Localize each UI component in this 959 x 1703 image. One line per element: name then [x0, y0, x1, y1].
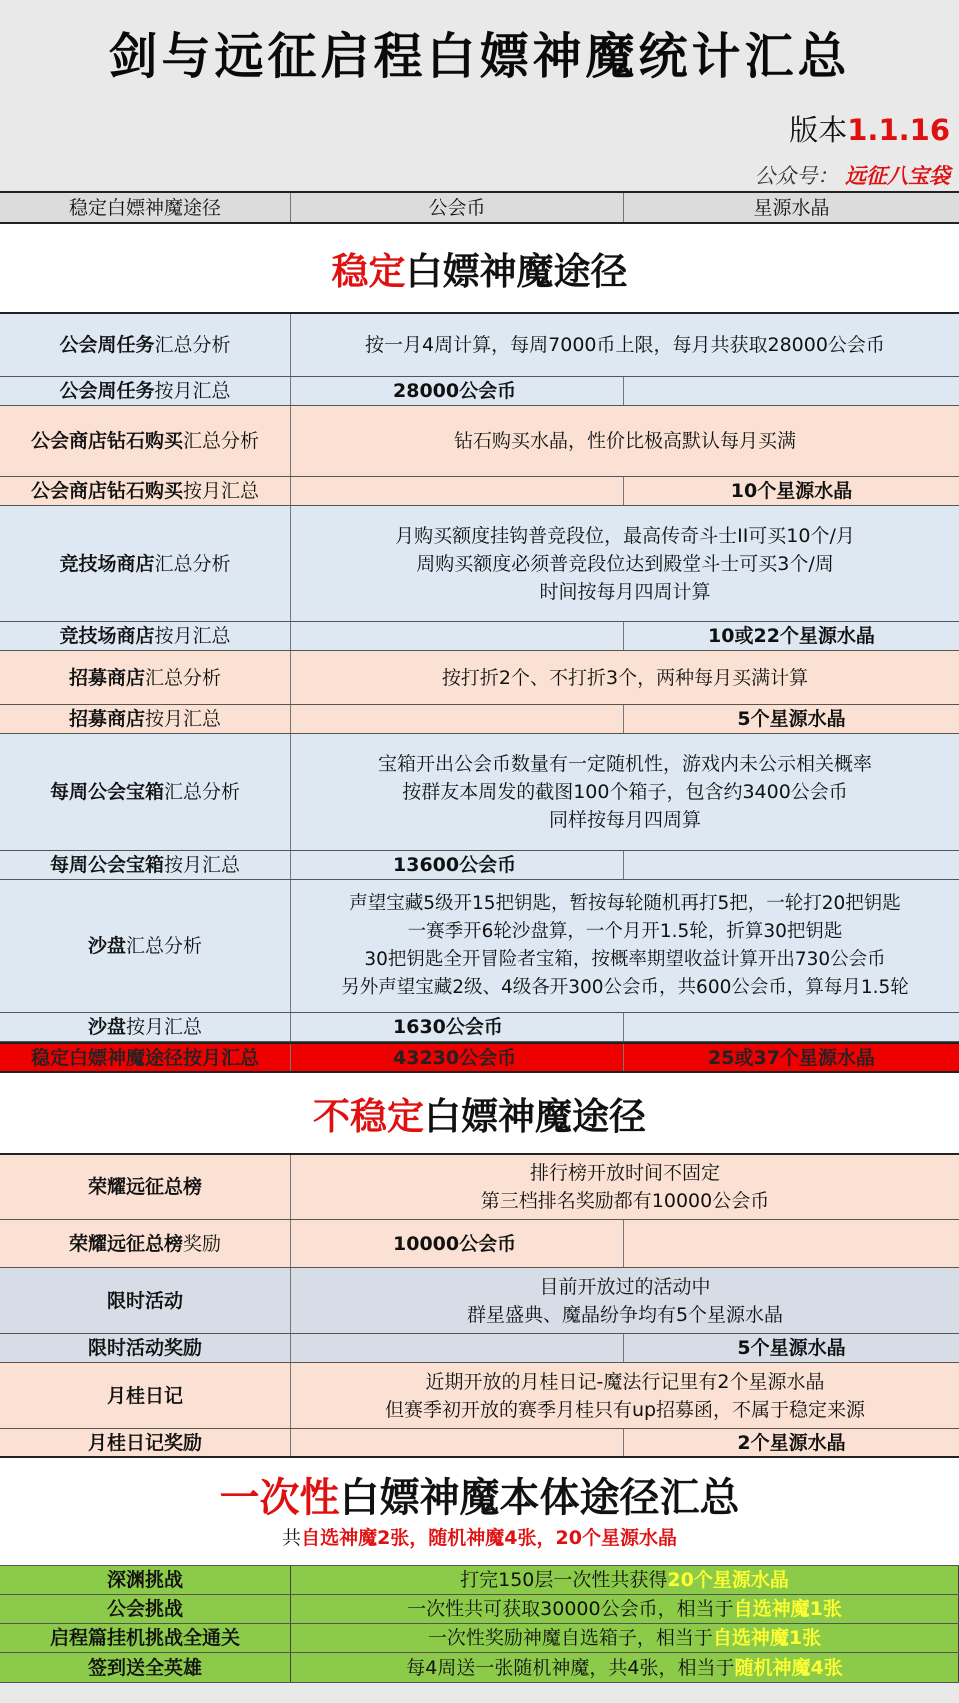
row-detail: 按打折2个、不打折3个，两种每月买满计算 — [441, 666, 809, 689]
row-detail: 月购买额度挂钩普竞段位，最高传奇斗士II可买10个/月 周购买额度必须普竞段位达到殿堂斗士可买3个/周 时间按每月四周计算 — [395, 524, 855, 603]
coin-value — [291, 1429, 624, 1456]
summary-table — [0, 191, 959, 1683]
crystal-value: 5个星源水晶 — [737, 1337, 846, 1359]
crystal-value: 10或22个星源水晶 — [708, 625, 875, 647]
page-title: 剑与远征启程白嫖神魔统计汇总 — [108, 27, 851, 85]
row-detail: 一次性奖励神魔自选箱子，相当于 自选神魔1张 — [291, 1624, 959, 1652]
table-row — [0, 1566, 959, 1595]
crystal-value — [624, 1220, 959, 1267]
row-label: 公会挑战 — [0, 1595, 291, 1623]
row-label: 限时活动 — [0, 1268, 291, 1333]
row-detail: 打完150层一次性共获得 20个星源水晶 — [291, 1566, 959, 1594]
total-coin: 43230公会币 — [291, 1044, 624, 1071]
table-row — [0, 1429, 959, 1458]
section-title-onetime: 一次性白嫖神魔本体途径汇总 共自选神魔2张，随机神魔4张，20个星源水晶 — [0, 1458, 959, 1566]
col-header-coin: 公会币 — [291, 193, 624, 222]
coin-value: 1630公会币 — [291, 1013, 624, 1041]
crystal-value: 5个星源水晶 — [737, 708, 846, 730]
table-row — [0, 377, 959, 406]
public-account: 公众号： 远征八宝袋 — [754, 164, 950, 188]
row-label: 公会周任务 汇总分析 — [0, 314, 291, 376]
row-detail: 钻石购买水晶，性价比极高默认每月买满 — [453, 430, 796, 452]
table-row — [0, 651, 959, 705]
coin-value — [291, 477, 624, 505]
row-detail: 每4周送一张随机神魔，共4张，相当于 随机神魔4张 — [291, 1653, 959, 1682]
table-row — [0, 1155, 959, 1220]
row-label: 荣耀远征总榜 — [0, 1155, 291, 1219]
version-label: 版本1.1.16 — [789, 113, 950, 147]
version-number: 1.1.16 — [847, 113, 950, 147]
coin-value: 10000公会币 — [291, 1220, 624, 1267]
row-label: 启程篇挂机挑战全通关 — [0, 1624, 291, 1652]
table-row — [0, 1595, 959, 1624]
row-detail: 按一月4周计算，每周7000币上限，每月共获取28000公会币 — [365, 334, 885, 356]
section-title-stable: 稳定 白嫖神魔途径 — [0, 224, 959, 314]
row-label: 荣耀远征总榜 奖励 — [0, 1220, 291, 1267]
row-label: 公会商店钻石购买 按月汇总 — [0, 477, 291, 505]
table-header — [0, 191, 959, 224]
table-row — [0, 506, 959, 622]
table-row — [0, 1363, 959, 1429]
total-label: 稳定白嫖神魔途径按月汇总 — [0, 1044, 291, 1071]
total-crystal: 25或37个星源水晶 — [708, 1046, 875, 1069]
row-label: 每周公会宝箱 汇总分析 — [0, 734, 291, 850]
row-label: 竞技场商店 按月汇总 — [0, 622, 291, 650]
onetime-subtitle: 共自选神魔2张，随机神魔4张，20个星源水晶 — [282, 1527, 677, 1549]
table-row — [0, 406, 959, 477]
row-detail: 宝箱开出公会币数量有一定随机性，游戏内未公示相关概率 按群友本周发的截图100个箱子，包含约3400公会币 同样按每月四周算 — [377, 753, 872, 831]
row-label: 招募商店 汇总分析 — [0, 651, 291, 704]
row-label: 签到送全英雄 — [0, 1653, 291, 1682]
table-row — [0, 1334, 959, 1363]
table-row — [0, 314, 959, 377]
table-row — [0, 622, 959, 651]
row-label: 沙盘 按月汇总 — [0, 1013, 291, 1041]
row-label: 沙盘 汇总分析 — [0, 880, 291, 1012]
row-detail: 声望宝藏5级开15把钥匙，暂按每轮随机再打5把，一轮打20把钥匙 一赛季开6轮沙盘算，一个月开1.5轮，折算30把钥匙 30把钥匙全开冒险者宝箱，按概率期望收益计算开出730公会币 另外声望宝藏2级、4级各开300公会币，共600公会币，算每月1.5轮 — [341, 893, 909, 998]
row-label: 月桂日记奖励 — [0, 1429, 291, 1456]
table-row — [0, 1624, 959, 1653]
row-detail: 近期开放的月桂日记-魔法行记里有2个星源水晶 但赛季初开放的赛季月桂只有up招募函，不属于稳定来源 — [384, 1370, 866, 1421]
table-row — [0, 477, 959, 506]
coin-value: 28000公会币 — [291, 377, 624, 405]
row-detail: 一次性共可获取30000公会币，相当于 自选神魔1张 — [291, 1595, 959, 1623]
crystal-value: 10个星源水晶 — [730, 480, 853, 502]
table-row — [0, 851, 959, 880]
table-row — [0, 734, 959, 851]
table-row — [0, 1268, 959, 1334]
crystal-value: 2个星源水晶 — [737, 1431, 846, 1454]
col-header-source: 稳定白嫖神魔途径 — [0, 193, 291, 222]
row-label: 每周公会宝箱 按月汇总 — [0, 851, 291, 879]
table-row — [0, 1220, 959, 1268]
row-label: 限时活动奖励 — [0, 1334, 291, 1362]
table-row — [0, 880, 959, 1013]
table-row — [0, 1653, 959, 1683]
row-detail: 排行榜开放时间不固定 第三档排名奖励都有10000公会币 — [480, 1162, 770, 1212]
public-account-name: 远征八宝袋 — [845, 164, 950, 188]
coin-value — [291, 1334, 624, 1362]
table-row — [0, 705, 959, 734]
row-label: 招募商店 按月汇总 — [0, 705, 291, 733]
coin-value: 13600公会币 — [291, 851, 624, 879]
row-detail: 目前开放过的活动中 群星盛典、魔晶纷争均有5个星源水晶 — [466, 1275, 784, 1326]
crystal-value — [624, 851, 959, 879]
section-title-unstable: 不稳定 白嫖神魔途径 — [0, 1073, 959, 1155]
crystal-value — [624, 377, 959, 405]
row-label: 深渊挑战 — [0, 1566, 291, 1594]
coin-value — [291, 622, 624, 650]
row-label: 月桂日记 — [0, 1363, 291, 1428]
row-label: 公会周任务 按月汇总 — [0, 377, 291, 405]
table-row — [0, 1013, 959, 1042]
stable-total-row — [0, 1042, 959, 1073]
crystal-value — [624, 1013, 959, 1041]
col-header-crystal: 星源水晶 — [753, 196, 830, 219]
coin-value — [291, 705, 624, 733]
row-label: 竞技场商店 汇总分析 — [0, 506, 291, 621]
row-label: 公会商店钻石购买 汇总分析 — [0, 406, 291, 476]
